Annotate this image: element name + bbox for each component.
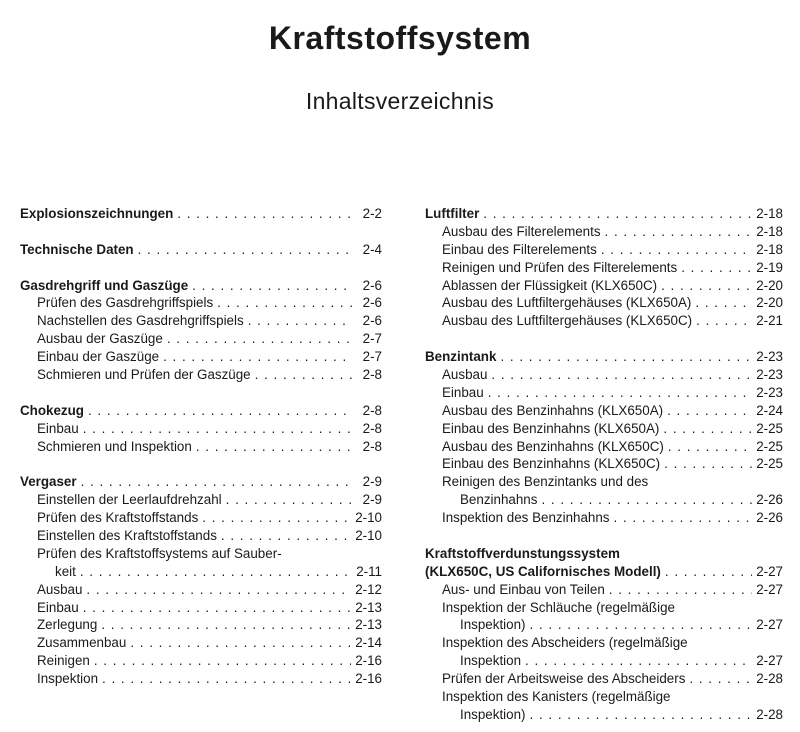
toc-section-entry[interactable] bbox=[20, 241, 382, 259]
toc-page-number: 2-8 bbox=[362, 402, 382, 418]
toc-leader-dots bbox=[675, 688, 754, 706]
toc-entry-label: Ausbau bbox=[37, 581, 83, 597]
toc-subentry[interactable] bbox=[425, 420, 783, 438]
page-subtitle: Inhaltsverzeichnis bbox=[305, 88, 495, 114]
toc-page-number bbox=[356, 545, 382, 563]
toc-page-number: 2-19 bbox=[756, 259, 783, 275]
toc-page-number: 2-23 bbox=[756, 349, 783, 365]
toc-subentry[interactable] bbox=[20, 294, 382, 312]
toc-leader-dots bbox=[667, 402, 752, 420]
toc-entry-label: Einbau der Gaszüge bbox=[37, 349, 160, 365]
toc-leader-dots bbox=[681, 259, 752, 277]
toc-entry-label: Einbau des Benzinhahns (KLX650A) bbox=[442, 420, 660, 436]
toc-page-number: 2-28 bbox=[756, 671, 783, 687]
toc-page-number: 2-10 bbox=[355, 528, 382, 544]
toc-leader-dots bbox=[609, 581, 752, 599]
toc-leader-dots bbox=[138, 241, 352, 259]
toc-leader-dots bbox=[500, 348, 752, 366]
toc-entry-label: Reinigen des Benzintanks und des bbox=[442, 474, 649, 490]
toc-leader-dots bbox=[663, 420, 752, 438]
toc-leader-dots bbox=[689, 670, 752, 688]
toc-leader-dots bbox=[491, 366, 752, 384]
toc-subentry[interactable] bbox=[20, 563, 382, 581]
toc-entry-label: Luftfilter bbox=[425, 206, 480, 221]
toc-entry-label: Explosionszeichnungen bbox=[20, 206, 174, 221]
toc-entry-label: Aus- und Einbau von Teilen bbox=[442, 581, 605, 597]
toc-page-number: 2-4 bbox=[362, 241, 382, 257]
toc-entry-label: Inspektion des Benzinhahns bbox=[442, 510, 610, 526]
toc-page-number: 2-21 bbox=[756, 313, 783, 329]
toc-entry-label: Ausbau der Gaszüge bbox=[37, 331, 163, 347]
toc-entry-label: Reinigen und Prüfen des Filterelements bbox=[442, 259, 678, 275]
toc-page-number: 2-26 bbox=[756, 510, 783, 526]
toc-subentry[interactable] bbox=[425, 581, 783, 599]
toc-leader-dots bbox=[86, 581, 351, 599]
toc-leader-dots bbox=[221, 527, 351, 545]
toc-entry-label: Inspektion) bbox=[460, 617, 526, 633]
toc-section-entry[interactable] bbox=[20, 277, 382, 295]
toc-leader-dots bbox=[226, 491, 352, 509]
toc-subentry[interactable] bbox=[425, 634, 783, 652]
toc-entry-label: Benzintank bbox=[425, 349, 497, 365]
toc-page-number bbox=[757, 545, 783, 563]
toc-subentry[interactable] bbox=[20, 366, 382, 384]
toc-page-number: 2-28 bbox=[756, 706, 783, 722]
toc-subentry[interactable] bbox=[425, 366, 783, 384]
toc-leader-dots bbox=[692, 634, 753, 652]
toc-entry-label: Inspektion bbox=[37, 671, 99, 687]
toc-subentry[interactable] bbox=[425, 277, 783, 295]
toc-leader-dots bbox=[88, 402, 352, 420]
toc-leader-dots bbox=[255, 366, 352, 384]
toc-page-number: 2-25 bbox=[756, 438, 783, 454]
toc-entry-label: Ausbau des Filterelements bbox=[442, 223, 601, 239]
toc-leader-dots bbox=[525, 652, 752, 670]
toc-leader-dots bbox=[94, 652, 351, 670]
toc-page-number: 2-16 bbox=[355, 671, 382, 687]
toc-page-number: 2-14 bbox=[355, 635, 382, 651]
toc-column-right bbox=[425, 205, 783, 724]
toc-page-number: 2-13 bbox=[355, 599, 382, 615]
toc-column-left bbox=[20, 205, 382, 688]
toc-leader-dots bbox=[614, 509, 753, 527]
toc-page-number: 2-8 bbox=[362, 420, 382, 436]
toc-leader-dots bbox=[652, 473, 753, 491]
toc-subentry[interactable] bbox=[425, 509, 783, 527]
toc-page-number: 2-7 bbox=[362, 349, 382, 365]
toc-subentry[interactable] bbox=[20, 420, 382, 438]
toc-subentry[interactable] bbox=[20, 312, 382, 330]
toc-page-number bbox=[757, 473, 783, 491]
toc-page-number: 2-23 bbox=[756, 384, 783, 400]
toc-entry-label: Zusammenbau bbox=[37, 635, 127, 651]
toc-subentry[interactable] bbox=[425, 384, 783, 402]
toc-subentry[interactable] bbox=[425, 670, 783, 688]
toc-page-number: 2-20 bbox=[756, 277, 783, 293]
toc-subentry[interactable] bbox=[425, 473, 783, 491]
toc-subentry[interactable] bbox=[20, 527, 382, 545]
toc-leader-dots bbox=[668, 438, 752, 456]
toc-spacer bbox=[425, 330, 783, 348]
toc-subentry[interactable] bbox=[425, 455, 783, 473]
toc-page-number bbox=[757, 599, 783, 617]
toc-leader-dots bbox=[248, 312, 352, 330]
toc-subentry[interactable] bbox=[20, 599, 382, 617]
toc-section-entry[interactable] bbox=[425, 348, 783, 366]
toc-page-number: 2-9 bbox=[362, 474, 382, 490]
toc-section-entry[interactable] bbox=[20, 473, 382, 491]
toc-subentry[interactable] bbox=[425, 491, 783, 509]
toc-entry-label: Kraftstoffverdunstungssystem bbox=[425, 545, 620, 561]
toc-page-number: 2-6 bbox=[362, 277, 382, 293]
toc-section-entry[interactable] bbox=[425, 563, 783, 581]
toc-page-number: 2-27 bbox=[756, 581, 783, 597]
toc-spacer bbox=[20, 259, 382, 277]
toc-page-number: 2-16 bbox=[355, 653, 382, 669]
toc-subentry[interactable] bbox=[425, 312, 783, 330]
toc-leader-dots bbox=[695, 294, 752, 312]
toc-subentry[interactable] bbox=[425, 223, 783, 241]
toc-leader-dots bbox=[196, 438, 352, 456]
toc-page-number: 2-27 bbox=[756, 563, 783, 579]
toc-entry-label: Chokezug bbox=[20, 402, 84, 418]
toc-entry-label: keit bbox=[55, 563, 76, 579]
toc-page-number bbox=[757, 634, 783, 652]
toc-entry-label: Prüfen des Gasdrehgriffspiels bbox=[37, 295, 214, 311]
toc-entry-label: Schmieren und Prüfen der Gaszüge bbox=[37, 367, 251, 383]
toc-subentry[interactable] bbox=[20, 652, 382, 670]
toc-page-number: 2-23 bbox=[756, 367, 783, 383]
toc-section-entry[interactable] bbox=[20, 205, 382, 223]
toc-entry-label: Vergaser bbox=[20, 474, 77, 490]
toc-page-number: 2-25 bbox=[756, 420, 783, 436]
toc-entry-label: (KLX650C, US Californisches Modell) bbox=[425, 563, 661, 579]
toc-page-number: 2-12 bbox=[355, 581, 382, 597]
toc-entry-label: Zerlegung bbox=[37, 617, 98, 633]
toc-leader-dots bbox=[664, 455, 752, 473]
toc-page-number: 2-18 bbox=[756, 223, 783, 239]
toc-page-number: 2-6 bbox=[362, 313, 382, 329]
toc-page-number: 2-18 bbox=[756, 206, 783, 221]
toc-entry-label: Einbau bbox=[37, 420, 79, 436]
toc-leader-dots bbox=[541, 491, 752, 509]
toc-leader-dots bbox=[286, 545, 352, 563]
toc-entry-label: Inspektion bbox=[460, 653, 522, 669]
toc-page-number: 2-27 bbox=[756, 653, 783, 669]
toc-spacer bbox=[425, 527, 783, 545]
toc-page-number: 2-24 bbox=[756, 402, 783, 418]
toc-page-number: 2-2 bbox=[362, 206, 382, 221]
toc-subentry[interactable] bbox=[425, 652, 783, 670]
toc-page-number: 2-9 bbox=[362, 492, 382, 508]
toc-subentry[interactable] bbox=[425, 706, 783, 724]
toc-page-number: 2-20 bbox=[756, 295, 783, 311]
toc-page-number: 2-6 bbox=[362, 295, 382, 311]
toc-entry-label: Ausbau des Luftfiltergehäuses (KLX650C) bbox=[442, 313, 693, 329]
toc-leader-dots bbox=[81, 473, 352, 491]
toc-entry-label: Ausbau bbox=[442, 367, 488, 383]
toc-subentry[interactable] bbox=[425, 241, 783, 259]
toc-leader-dots bbox=[202, 509, 351, 527]
toc-page-number: 2-7 bbox=[362, 331, 382, 347]
toc-leader-dots bbox=[530, 616, 753, 634]
toc-entry-label: Einbau bbox=[442, 384, 484, 400]
toc-leader-dots bbox=[101, 616, 351, 634]
toc-entry-label: Einbau bbox=[37, 599, 79, 615]
toc-page-number: 2-10 bbox=[355, 510, 382, 526]
toc-leader-dots bbox=[624, 545, 753, 563]
toc-page-number bbox=[757, 688, 783, 706]
toc-leader-dots bbox=[102, 670, 351, 688]
toc-entry-label: Ausbau des Luftfiltergehäuses (KLX650A) bbox=[442, 295, 692, 311]
toc-subentry[interactable] bbox=[20, 438, 382, 456]
toc-spacer bbox=[20, 455, 382, 473]
toc-entry-label: Ausbau des Benzinhahns (KLX650C) bbox=[442, 438, 664, 454]
toc-entry-label: Technische Daten bbox=[20, 241, 134, 257]
toc-subentry[interactable] bbox=[20, 634, 382, 652]
toc-leader-dots bbox=[661, 277, 752, 295]
toc-leader-dots bbox=[130, 634, 351, 652]
toc-subentry[interactable] bbox=[20, 670, 382, 688]
toc-leader-dots bbox=[601, 241, 752, 259]
toc-leader-dots bbox=[696, 312, 752, 330]
toc-entry-label: Benzinhahns bbox=[460, 492, 538, 508]
toc-page-number: 2-18 bbox=[756, 241, 783, 257]
toc-leader-dots bbox=[665, 563, 752, 581]
toc-leader-dots bbox=[217, 294, 352, 312]
toc-entry-label: Inspektion des Abscheiders (regelmäßige bbox=[442, 635, 688, 651]
toc-entry-label: Schmieren und Inspektion bbox=[37, 438, 192, 454]
toc-subentry[interactable] bbox=[425, 294, 783, 312]
toc-subentry[interactable] bbox=[20, 330, 382, 348]
toc-subentry[interactable] bbox=[20, 581, 382, 599]
toc-entry-label: Prüfen des Kraftstoffsystems auf Sauber- bbox=[37, 545, 282, 561]
toc-leader-dots bbox=[530, 706, 753, 724]
toc-entry-label: Ausbau des Benzinhahns (KLX650A) bbox=[442, 402, 664, 418]
toc-leader-dots bbox=[605, 223, 753, 241]
toc-spacer bbox=[20, 384, 382, 402]
toc-entry-label: Einbau des Filterelements bbox=[442, 241, 597, 257]
toc-leader-dots bbox=[177, 205, 352, 223]
toc-page-number: 2-25 bbox=[756, 456, 783, 472]
toc-spacer bbox=[20, 223, 382, 241]
page-title: Kraftstoffsystem bbox=[268, 20, 532, 56]
toc-entry-label: Reinigen bbox=[37, 653, 90, 669]
toc-subentry[interactable] bbox=[425, 616, 783, 634]
toc-subentry[interactable] bbox=[20, 509, 382, 527]
toc-page-number: 2-26 bbox=[756, 492, 783, 508]
toc-entry-label: Einstellen der Leerlaufdrehzahl bbox=[37, 492, 222, 508]
toc-leader-dots bbox=[80, 563, 352, 581]
toc-leader-dots bbox=[163, 348, 352, 366]
toc-subentry[interactable] bbox=[425, 259, 783, 277]
toc-entry-label: Einbau des Benzinhahns (KLX650C) bbox=[442, 456, 661, 472]
toc-entry-label: Inspektion der Schläuche (regelmäßige bbox=[442, 599, 675, 615]
toc-entry-label: Prüfen der Arbeitsweise des Abscheiders bbox=[442, 671, 686, 687]
toc-section-entry[interactable] bbox=[425, 205, 783, 223]
toc-subentry[interactable] bbox=[20, 491, 382, 509]
toc-entry-label: Prüfen des Kraftstoffstands bbox=[37, 510, 199, 526]
toc-subentry[interactable] bbox=[425, 438, 783, 456]
toc-leader-dots bbox=[483, 205, 752, 223]
toc-page-number: 2-13 bbox=[355, 617, 382, 633]
toc-page-number: 2-8 bbox=[362, 367, 382, 383]
toc-leader-dots bbox=[83, 420, 352, 438]
toc-leader-dots bbox=[167, 330, 352, 348]
toc-leader-dots bbox=[83, 599, 351, 617]
toc-entry-label: Ablassen der Flüssigkeit (KLX650C) bbox=[442, 277, 658, 293]
toc-leader-dots bbox=[679, 599, 753, 617]
toc-section-entry[interactable] bbox=[425, 545, 783, 563]
toc-page-number: 2-11 bbox=[356, 563, 382, 579]
toc-entry-label: Inspektion des Kanisters (regelmäßige bbox=[442, 689, 671, 705]
toc-page-number: 2-27 bbox=[756, 617, 783, 633]
toc-subentry[interactable] bbox=[425, 599, 783, 617]
toc-section-entry[interactable] bbox=[20, 402, 382, 420]
toc-page-number: 2-8 bbox=[362, 438, 382, 454]
toc-entry-label: Nachstellen des Gasdrehgriffspiels bbox=[37, 313, 244, 329]
toc-subentry[interactable] bbox=[425, 402, 783, 420]
toc-leader-dots bbox=[488, 384, 752, 402]
toc-subentry[interactable] bbox=[425, 688, 783, 706]
toc-entry-label: Gasdrehgriff und Gaszüge bbox=[20, 277, 189, 293]
toc-entry-label: Inspektion) bbox=[460, 706, 526, 722]
toc-entry-label: Einstellen des Kraftstoffstands bbox=[37, 528, 217, 544]
toc-subentry[interactable] bbox=[20, 616, 382, 634]
toc-subentry[interactable] bbox=[20, 545, 382, 563]
toc-leader-dots bbox=[192, 277, 352, 295]
toc-subentry[interactable] bbox=[20, 348, 382, 366]
